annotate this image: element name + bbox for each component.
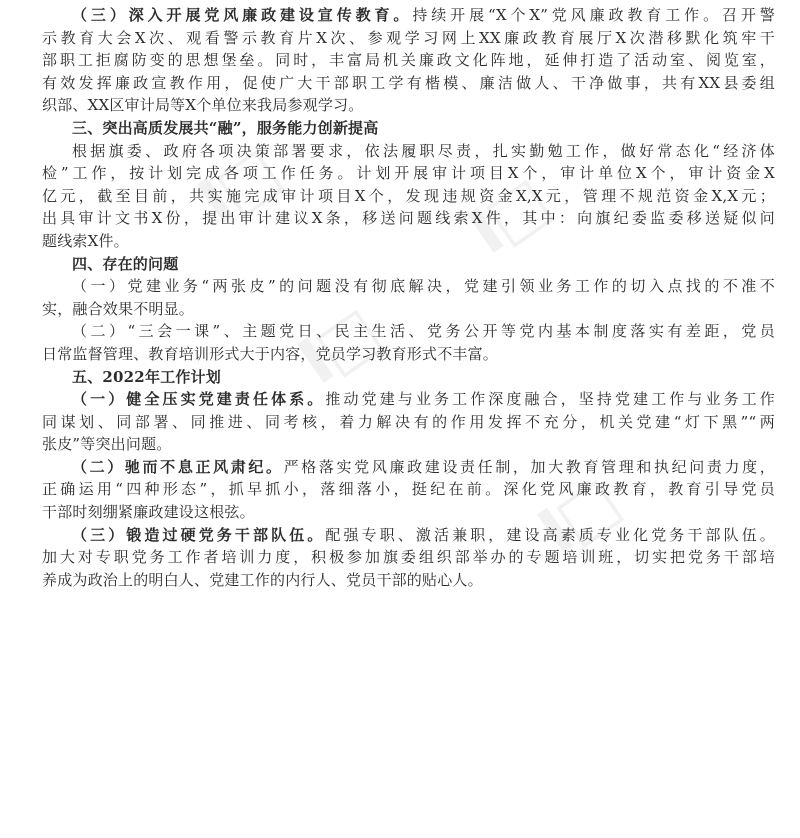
document-body: [42, 4, 775, 591]
watermark-logo: I□: [285, 294, 391, 400]
section-subheading: （三）锻造过硬党务干部队伍。: [72, 525, 326, 544]
paragraph-line: [42, 4, 775, 27]
paragraph-line: 同谋划、同部署、同推进、同考核，着力解决有的作用发挥不充分，机关党建“灯下黑”“两: [42, 412, 775, 431]
watermark-logo: I□: [455, 164, 561, 270]
paragraph-text: 持续开展“X个X”党风廉政教育工作。召开警: [412, 6, 775, 24]
paragraph-line: [42, 456, 775, 479]
paragraph-line: 题线索X件。: [42, 231, 129, 250]
paragraph-line: [42, 388, 775, 411]
paragraph-line: 示教育大会X次、观看警示教育片X次、参观学习网上XX廉政教育展厅X次潜移默化筑牢干: [42, 28, 775, 47]
paragraph-line: 养成为政治上的明白人、党建工作的内行人、党员干部的贴心人。: [42, 570, 483, 589]
paragraph-line: 出具审计文书X份，提出审计建议X条，移送问题线索X件，其中：向旗纪委监委移送疑似问: [42, 209, 775, 228]
watermark-logo: I□: [525, 464, 631, 570]
section-subheading: （一）健全压实党建责任体系。: [72, 390, 326, 409]
section-subheading: （二）驰而不息正风肃纪。: [72, 457, 284, 476]
watermark-logo: I□: [185, 134, 291, 240]
section-heading: 五、2022年工作计划: [72, 367, 221, 386]
paragraph-text: 严格落实党风廉政建设责任制，加大教育管理和执纪问责力度，: [283, 457, 776, 476]
paragraph-line: 亿元，截至目前，共实施完成审计项目X个，发现违规资金X,X元，管理不规范资金X,X元；: [42, 186, 775, 205]
paragraph-text: 推动党建与业务工作深度融合，坚持党建工作与业务工作: [325, 390, 775, 409]
section-heading: 四、存在的问题: [72, 254, 179, 273]
paragraph-line: 正确运用“四种形态”，抓早抓小，落细落小，挺纪在前。深化党风廉政教育，教育引导党员: [42, 480, 775, 499]
paragraph-line: （二）“三会一课”、主题党日、民主生活、党务公开等党内基本制度落实有差距，党员: [72, 322, 775, 341]
paragraph-line: 干部时刻绷紧廉政建设这根弦。: [42, 503, 255, 522]
paragraph-line: 部职工拒腐防变的思想堡垒。同时，丰富局机关廉政文化阵地，延伸打造了活动室、阅览室，: [42, 51, 775, 70]
paragraph-line: 张皮”等突出问题。: [42, 435, 172, 454]
section-heading: 三、突出高质发展共“融”，服务能力创新提高: [72, 118, 379, 137]
paragraph-line: 根据旗委、政府各项决策部署要求，依法履职尽责，扎实勤勉工作，做好常态化“经济体: [72, 141, 775, 160]
paragraph-text: 配强专职、激活兼职，建设高素质专业化党务干部队伍。: [325, 525, 775, 544]
section-subheading: （三）深入开展党风廉政建设宣传教育。: [72, 6, 413, 24]
paragraph-line: 织部、XX区审计局等X个单位来我局参观学习。: [42, 96, 364, 115]
paragraph-line: 有效发挥廉政宣教作用，促使广大干部职工学有楷模、廉洁做人、干净做事，共有XX县委组: [42, 73, 775, 92]
paragraph-line: 加大对专职党务工作者培训力度，积极参加旗委组织部举办的专题培训班，切实把党务干部培: [42, 548, 775, 567]
paragraph-line: （一）党建业务“两张皮”的问题没有彻底解决，党建引领业务工作的切入点找的不准不: [72, 277, 775, 296]
paragraph-line: 实，融合效果不明显。: [42, 299, 195, 318]
paragraph-line: [42, 524, 775, 547]
paragraph-line: 日常监督管理、教育培训形式大于内容，党员学习教育形式不丰富。: [42, 344, 499, 363]
paragraph-line: 检”工作，按计划完成各项工作任务。计划开展审计项目X个，审计单位X个，审计资金X: [42, 164, 775, 183]
